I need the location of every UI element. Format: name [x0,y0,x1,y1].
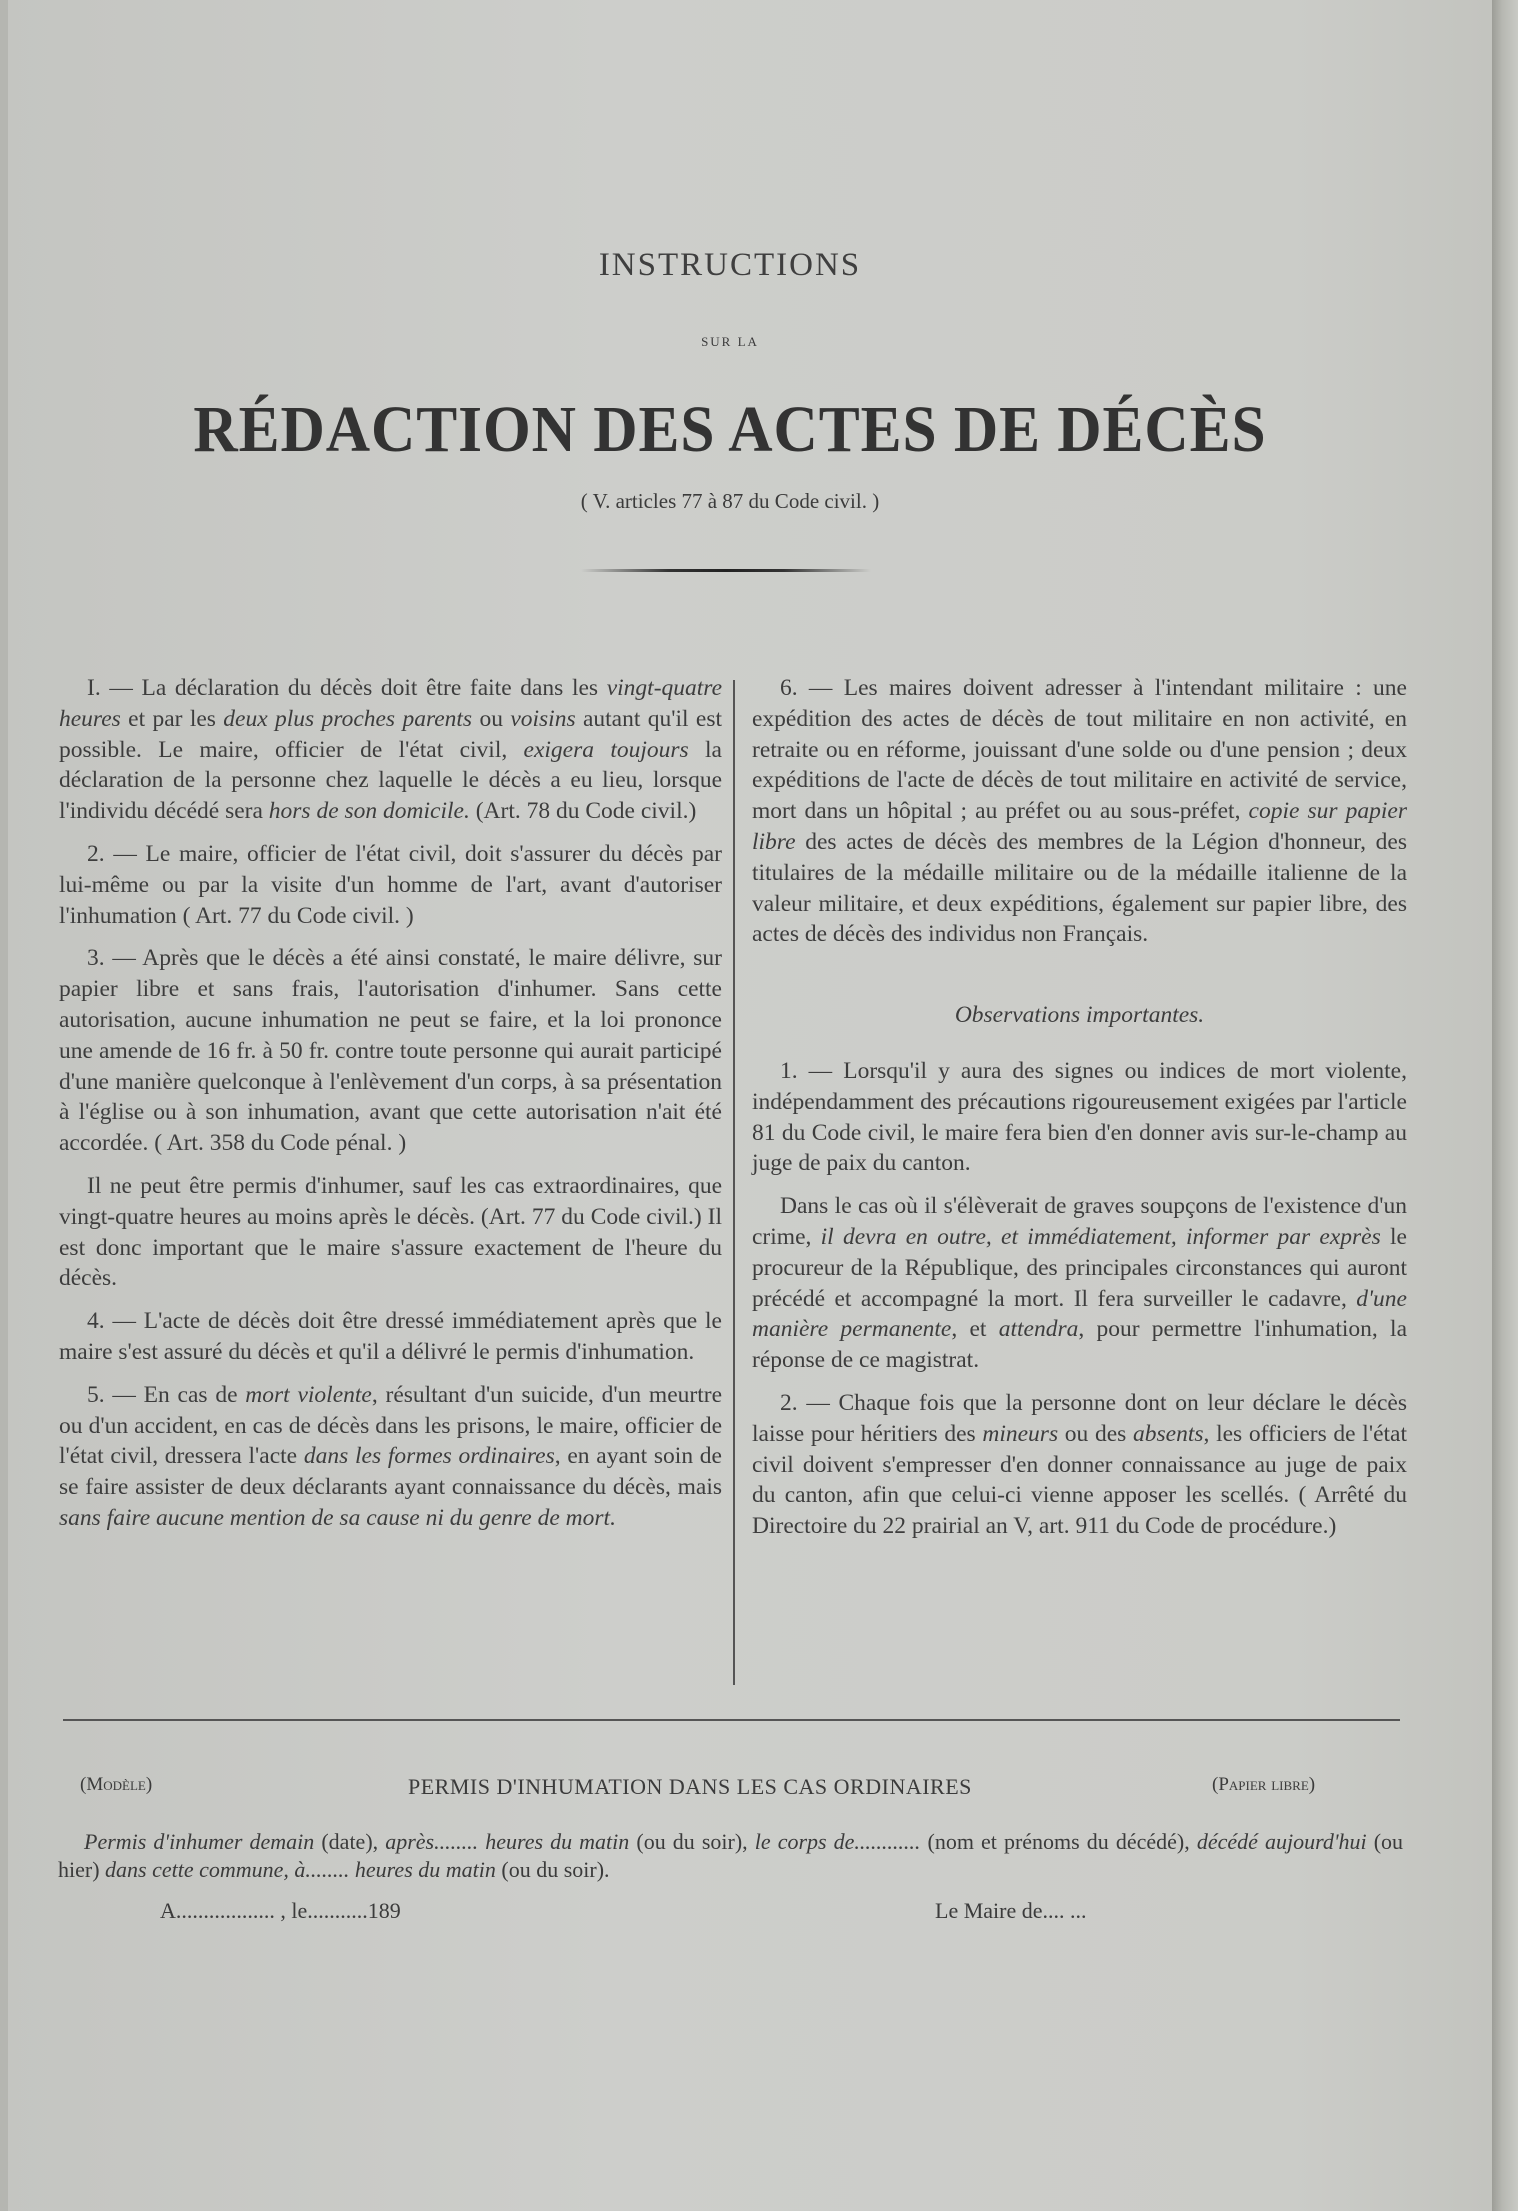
italic-text: copie sur papier libre [752,798,1407,855]
text-segment: 4. — L'acte de décès doit être dressé immédiatement après que le maire s'est assuré du décès et qu'il a délivré le permis d'inhumation. [59,1308,722,1365]
paragraph [59,943,722,1159]
paragraph [752,673,1407,950]
text-segment: (Art. 78 du Code civil.) [469,798,697,825]
text-segment: (ou du soir). [495,1857,610,1882]
ornamental-rule [581,569,871,572]
paragraph [59,1380,722,1534]
text-segment: , les officiers de l'état civil doivent s'empresser d'en donner connaissance au juge de paix du canton, afin que celui-ci vienne apposer les scellés. ( Arrêté du Directoire du 22 prairial an V, art. 911 du Code de procédure.) [752,1420,1407,1540]
right-column [752,673,1407,1542]
model-label: (Modèle) [80,1774,153,1795]
text-segment: (date), [314,1829,386,1854]
paragraph [752,1056,1407,1179]
permit-text [58,1828,1403,1884]
permit-title: PERMIS D'INHUMATION DANS LES CAS ORDINAIRES [408,1774,972,1799]
section-divider [63,1719,1400,1721]
text-segment: , pour permettre l'inhumation, la réponse de ce magistrat. [752,1316,1408,1374]
italic-text: attendra [998,1316,1079,1343]
italic-text: dans les formes ordinaires [303,1443,555,1470]
italic-text: voisins [510,705,576,732]
paragraph [59,839,722,931]
paragraph [59,1306,722,1368]
left-column [59,673,722,1534]
italic-text: mineurs [982,1420,1059,1447]
place-date-line: A.................. , le...........189 [160,1898,401,1923]
text-segment: ou [472,705,511,732]
italic-text: décédé aujourd'hui [1196,1829,1367,1854]
italic-text: deux plus proches parents [223,705,473,732]
column-divider [733,680,735,1685]
text-segment: , en ayant soin de se faire assister de deux déclarants ayant connaissance du décès, mais [59,1443,722,1501]
italic-text: il devra en outre, et immédiatement, informer par exprès [820,1223,1381,1250]
italic-text: exigera toujours [523,736,689,763]
heading-instructions: INSTRUCTIONS [598,247,862,283]
text-segment: 3. — Après que le décès a été ainsi constaté, le maire délivre, sur papier libre et sans frais, l'autorisation d'inhumer. Sans cette autorisation, aucune inhumation ne peut se faire, et la loi prononce une amende de 16 fr. à 50 fr. contre toute personne qui aurait participé d'une manière quelconque à l'enlèvement d'un corps, à sa présentation à l'église ou à son inhumation, avant que cette autorisation n'ait été accordée. ( Art. 358 du Code pénal. ) [59,945,722,1157]
text-segment: (ou hier) [58,1829,1404,1882]
italic-text: mort violente [245,1381,372,1408]
paragraph [752,1191,1407,1376]
text-segment: des actes de décès des membres de la Légion d'honneur, des titulaires de la médaille militaire ou de la médaille italienne de la valeur militaire, et deux expéditions, également sur papier libre, des actes de décès des individus non Français. [752,828,1407,948]
text-segment: 5. — En cas de [87,1381,246,1408]
italic-text: sans faire aucune mention de sa cause ni du genre de mort. [59,1504,616,1531]
subtitle: ( V. articles 77 à 87 du Code civil. ) [580,489,880,513]
text-segment: 2. — Chaque fois que la personne dont on leur déclare le décès laisse pour héritiers des [752,1389,1407,1447]
italic-text: vingt-quatre heures [59,675,722,732]
text-segment: , résultant d'un suicide, d'un meurtre ou d'un accident, en cas de décès dans les prisons, le maire, officier de l'état civil, dressera l'acte [59,1381,723,1470]
italic-text: hors de son domicile. [268,798,470,825]
text-segment: Il ne peut être permis d'inhumer, sauf les cas extraordinaires, que vingt-quatre heures au moins après le décès. (Art. 77 du Code civil.) Il est donc important que le maire s'assure exactement de l'heure du décès. [59,1172,722,1292]
text-segment: autant qu'il est possible. Le maire, officier de l'état civil, [59,705,722,763]
text-segment: 6. — Les maires doivent adresser à l'intendant militaire : une expédition des actes de décès de tout militaire en non activité, en retraite ou en réforme, jouissant d'une solde ou d'une pension ; deux expéditions de l'acte de décès de tout militaire en activité de service, mort dans un hôpital ; au préfet ou au sous-préfet, [752,675,1407,825]
text-segment: (nom et prénoms du décédé), [920,1829,1197,1854]
page-binding-edge [1492,0,1518,2211]
text-segment: , et [951,1316,999,1343]
italic-text: d'une manière permanente [752,1285,1407,1343]
text-segment: Dans le cas où il s'élèverait de graves soupçons de l'existence d'un crime, [752,1193,1407,1250]
text-segment: 2. — Le maire, officier de l'état civil, doit s'assurer du décès par lui-même ou par la visite d'un homme de l'art, avant d'autoriser l'inhumation ( Art. 77 du Code civil. ) [59,840,722,929]
paragraph [59,1171,722,1294]
italic-text: après........ heures du matin [385,1829,630,1854]
italic-text: dans cette commune, à........ heures du matin [105,1857,496,1882]
text-segment: la déclaration de la personne chez laquelle le décès a eu lieu, lorsque l'individu décédé sera [59,736,722,825]
italic-text: Permis d'inhumer demain [84,1829,315,1854]
paper-label: (Papier libre) [1212,1774,1316,1795]
text-segment: 1. — Lorsqu'il y aura des signes ou indices de mort violente, indépendamment des précautions rigoureusement exigées par l'article 81 du Code civil, le maire fera bien d'en donner avis sur-le-champ au juge de paix du canton. [752,1057,1407,1177]
paragraph [752,1388,1407,1542]
text-segment: I. — La déclaration du décès doit être faite dans les [87,675,607,701]
italic-text: absents [1133,1420,1204,1447]
mayor-signature-line: Le Maire de.... ... [935,1898,1087,1923]
page-left-edge [0,0,8,2211]
text-segment: (ou du soir), [629,1829,755,1854]
text-segment: et par les [120,705,224,732]
text-segment: le procureur de la République, des principales circonstances qui auront précédé et accompagné la mort. Il fera surveiller le cadavre, [752,1223,1407,1312]
paragraph [59,673,722,827]
italic-text: le corps de............ [754,1829,921,1854]
page-title: RÉDACTION DES ACTES DE DÉCÈS [193,393,1267,466]
text-segment: ou des [1058,1420,1134,1447]
heading-sur-la: SUR LA [701,334,759,349]
observations-heading: Observations importantes. [954,1002,1205,1029]
